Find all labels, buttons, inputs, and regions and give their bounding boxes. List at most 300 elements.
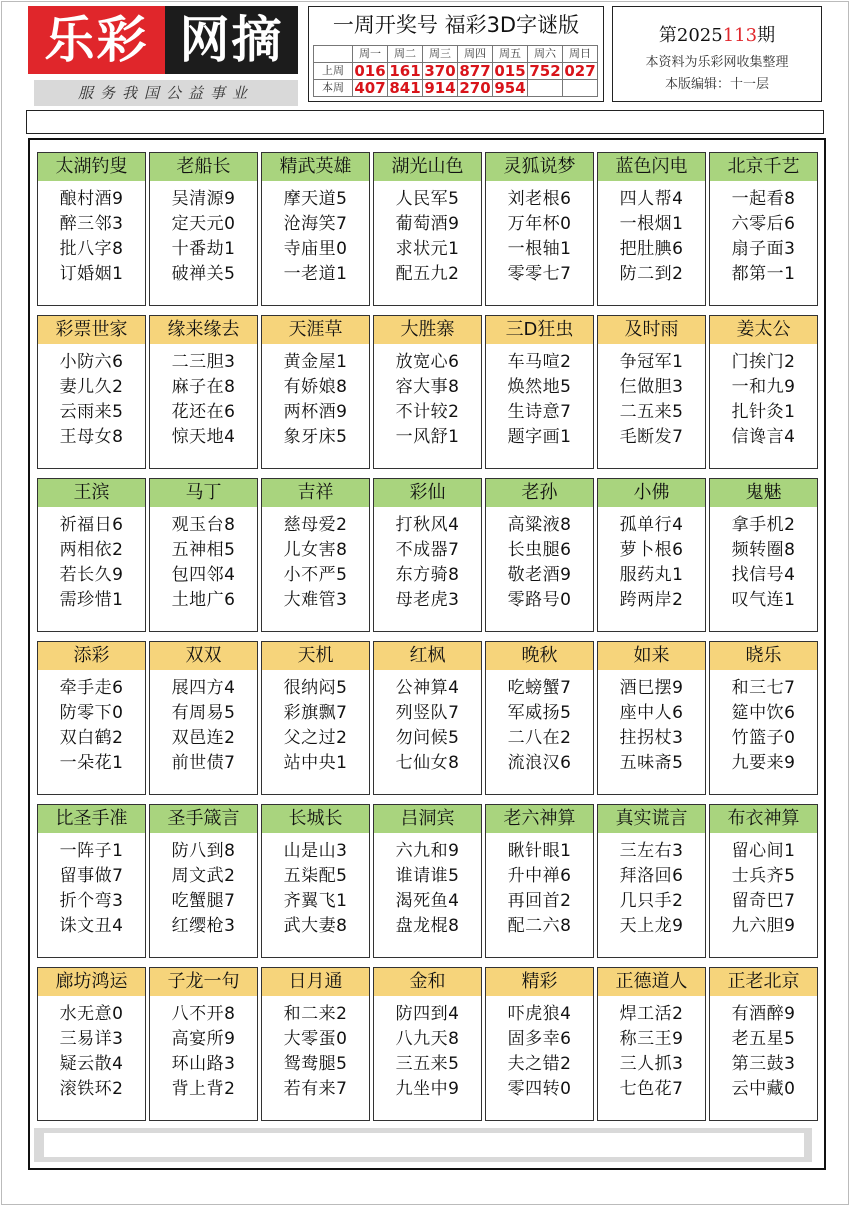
riddle-line: 吃螃蟹7 <box>507 678 572 698</box>
riddle-line: 配二六8 <box>507 916 572 936</box>
riddle-card-body <box>374 513 481 613</box>
riddle-line: 诛文丑4 <box>59 916 124 936</box>
riddle-line: 孤单行4 <box>619 515 684 535</box>
riddle-line: 一和九9 <box>731 377 796 397</box>
riddle-card <box>597 152 706 306</box>
riddle-line: 零路号0 <box>507 590 572 610</box>
riddle-line: 求状元1 <box>395 239 460 259</box>
riddle-line: 留奇巴7 <box>731 891 796 911</box>
riddle-line: 东方骑8 <box>395 565 460 585</box>
riddle-line: 折个弯3 <box>59 891 124 911</box>
riddle-card-body <box>598 513 705 613</box>
riddle-line: 山是山3 <box>283 841 348 861</box>
riddle-line: 水无意0 <box>59 1004 124 1024</box>
riddle-line: 防四到4 <box>395 1004 460 1024</box>
riddle-card-title: 小佛 <box>598 479 705 507</box>
riddle-card-title: 鬼魅 <box>710 479 817 507</box>
draw-number: 877 <box>459 62 491 80</box>
issue-value: 113 <box>722 25 758 46</box>
riddle-card-title: 王滨 <box>38 479 145 507</box>
issue-number <box>613 21 821 47</box>
riddle-line: 滚铁环2 <box>59 1079 124 1099</box>
weekly-results <box>308 6 604 102</box>
draw-number: 016 <box>354 62 386 80</box>
riddle-card-body <box>38 187 145 287</box>
riddle-line: 三五来5 <box>395 1054 460 1074</box>
riddle-line: 瞅针眼1 <box>507 841 572 861</box>
riddle-card <box>597 315 706 469</box>
riddle-card-body <box>486 187 593 287</box>
riddle-card-body <box>598 187 705 287</box>
riddle-line: 六九和9 <box>395 841 460 861</box>
riddle-card <box>261 315 370 469</box>
riddle-line: 黄金屋1 <box>283 352 348 372</box>
riddle-line: 拜洛回6 <box>619 866 684 886</box>
riddle-line: 吃蟹腿7 <box>171 891 236 911</box>
riddle-line: 大难管3 <box>283 590 348 610</box>
riddle-line: 二八在2 <box>507 728 572 748</box>
logo-part1: 乐彩 <box>28 6 165 74</box>
riddle-line: 刘老根6 <box>507 189 572 209</box>
riddle-card-title: 老孙 <box>486 479 593 507</box>
riddle-line: 门挨门2 <box>731 352 796 372</box>
riddle-line: 一根轴1 <box>507 239 572 259</box>
riddle-card-title: 天涯草 <box>262 316 369 344</box>
draw-number <box>528 80 563 97</box>
riddle-line: 彩旗飘7 <box>283 703 348 723</box>
riddle-line: 毛断发7 <box>619 427 684 447</box>
riddle-line: 若有来7 <box>283 1079 348 1099</box>
riddle-line: 二五来5 <box>619 402 684 422</box>
riddle-card-title: 彩仙 <box>374 479 481 507</box>
riddle-card-title: 湖光山色 <box>374 153 481 181</box>
riddle-card-title: 吕洞宾 <box>374 805 481 833</box>
riddle-card-body <box>262 513 369 613</box>
riddle-card-body <box>486 1002 593 1102</box>
riddle-card-title: 晓乐 <box>710 642 817 670</box>
riddle-line: 筵中饮6 <box>731 703 796 723</box>
riddle-card-body <box>374 1002 481 1102</box>
riddle-card <box>597 641 706 795</box>
riddle-card <box>709 967 818 1121</box>
riddle-line: 批八字8 <box>59 239 124 259</box>
riddle-line: 老五星5 <box>731 1029 796 1049</box>
riddle-card-title: 红枫 <box>374 642 481 670</box>
riddle-card-body <box>374 676 481 776</box>
riddle-line: 一根烟1 <box>619 214 684 234</box>
riddle-line: 订婚姻1 <box>59 264 124 284</box>
riddle-card-title: 布衣神算 <box>710 805 817 833</box>
riddle-line: 焊工活2 <box>619 1004 684 1024</box>
riddle-line: 寺庙里0 <box>283 239 348 259</box>
riddle-line: 疑云散4 <box>59 1054 124 1074</box>
riddle-line: 三人抓3 <box>619 1054 684 1074</box>
riddle-card <box>709 315 818 469</box>
riddle-card <box>485 315 594 469</box>
riddle-line: 两杯酒9 <box>283 402 348 422</box>
riddle-card <box>485 641 594 795</box>
day-header: 周四 <box>458 46 493 63</box>
riddle-line: 八不开8 <box>171 1004 236 1024</box>
riddle-line: 妻儿久2 <box>59 377 124 397</box>
riddle-line: 父之过2 <box>283 728 348 748</box>
riddle-card <box>485 804 594 958</box>
riddle-line: 一阵子1 <box>59 841 124 861</box>
riddle-card-body <box>486 513 593 613</box>
riddle-card-title: 姜太公 <box>710 316 817 344</box>
riddle-line: 打秋风4 <box>395 515 460 535</box>
riddle-card <box>37 478 146 632</box>
riddle-line: 展四方4 <box>171 678 236 698</box>
riddle-line: 高粱液8 <box>507 515 572 535</box>
riddle-line: 小不严5 <box>283 565 348 585</box>
riddle-line: 渴死鱼4 <box>395 891 460 911</box>
riddle-card-body <box>486 676 593 776</box>
riddle-card-body <box>150 1002 257 1102</box>
riddle-card-body <box>710 839 817 939</box>
riddle-line: 生诗意7 <box>507 402 572 422</box>
riddle-line: 把肚腆6 <box>619 239 684 259</box>
riddle-card <box>709 641 818 795</box>
riddle-line: 万年杯0 <box>507 214 572 234</box>
riddle-line: 军威扬5 <box>507 703 572 723</box>
riddle-card <box>261 152 370 306</box>
riddle-line: 云雨来5 <box>59 402 124 422</box>
day-header: 周三 <box>423 46 458 63</box>
draw-number: 954 <box>494 79 526 97</box>
riddle-card <box>261 967 370 1121</box>
riddle-card-body <box>598 1002 705 1102</box>
riddle-card-body <box>150 676 257 776</box>
riddle-line: 萝卜根6 <box>619 540 684 560</box>
day-header: 周二 <box>388 46 423 63</box>
riddle-card <box>149 641 258 795</box>
riddle-line: 防零下0 <box>59 703 124 723</box>
riddle-line: 频转圈8 <box>731 540 796 560</box>
riddle-line: 牵手走6 <box>59 678 124 698</box>
riddle-line: 慈母爱2 <box>283 515 348 535</box>
riddle-card-body <box>38 676 145 776</box>
riddle-card <box>149 478 258 632</box>
riddle-line: 士兵齐5 <box>731 866 796 886</box>
riddle-line: 包四邻4 <box>171 565 236 585</box>
riddle-card-title: 圣手箴言 <box>150 805 257 833</box>
riddle-line: 跨两岸2 <box>619 590 684 610</box>
issue-source: 本资料为乐彩网收集整理 <box>645 55 789 70</box>
riddle-line: 留事做7 <box>59 866 124 886</box>
day-header: 周六 <box>528 46 563 63</box>
riddle-card-body <box>710 1002 817 1102</box>
riddle-card-body <box>150 839 257 939</box>
riddle-line: 沧海笑7 <box>283 214 348 234</box>
draw-number: 161 <box>389 62 421 80</box>
riddle-line: 防二到2 <box>619 264 684 284</box>
riddle-card-body <box>262 676 369 776</box>
riddle-card-title: 金和 <box>374 968 481 996</box>
riddle-card <box>597 967 706 1121</box>
riddle-line: 信谗言4 <box>731 427 796 447</box>
riddle-line: 座中人6 <box>619 703 684 723</box>
riddle-line: 九六胆9 <box>731 916 796 936</box>
riddle-line: 酒巳摆9 <box>619 678 684 698</box>
riddle-line: 环山路3 <box>171 1054 236 1074</box>
issue-suffix: 期 <box>757 25 776 46</box>
riddle-card-title: 三D狂虫 <box>486 316 593 344</box>
riddle-card-body <box>710 513 817 613</box>
riddle-line: 六零后6 <box>731 214 796 234</box>
riddle-card-body <box>38 839 145 939</box>
footer-inner <box>44 1133 804 1157</box>
draw-number: 270 <box>459 79 491 97</box>
riddle-card-title: 蓝色闪电 <box>598 153 705 181</box>
riddle-line: 第三鼓3 <box>731 1054 796 1074</box>
riddle-line: 再回首2 <box>507 891 572 911</box>
riddle-card-title: 精武英雄 <box>262 153 369 181</box>
riddle-card <box>149 315 258 469</box>
riddle-card <box>261 478 370 632</box>
riddle-line: 谁请谁5 <box>395 866 460 886</box>
riddle-card <box>37 152 146 306</box>
riddle-line: 盘龙棍8 <box>395 916 460 936</box>
riddle-line: 固多幸6 <box>507 1029 572 1049</box>
riddle-card-body <box>150 350 257 450</box>
riddle-line: 祈福日6 <box>59 515 124 535</box>
riddle-card <box>373 152 482 306</box>
riddle-line: 双白鹤2 <box>59 728 124 748</box>
riddle-card-body <box>374 839 481 939</box>
results-corner <box>314 46 353 63</box>
riddle-line: 惊天地4 <box>171 427 236 447</box>
logo <box>28 6 298 104</box>
riddle-line: 零四转0 <box>507 1079 572 1099</box>
riddle-line: 七色花7 <box>619 1079 684 1099</box>
riddle-card-body <box>486 350 593 450</box>
riddle-line: 破禅关5 <box>171 264 236 284</box>
banner-strip <box>26 110 824 134</box>
riddle-line: 儿女害8 <box>283 540 348 560</box>
riddle-line: 若长久9 <box>59 565 124 585</box>
riddle-card-body <box>374 350 481 450</box>
riddle-line: 母老虎3 <box>395 590 460 610</box>
riddle-line: 车马喧2 <box>507 352 572 372</box>
riddle-line: 天上龙9 <box>619 916 684 936</box>
riddle-line: 大零蛋0 <box>283 1029 348 1049</box>
riddle-card <box>597 478 706 632</box>
draw-number: 752 <box>529 62 561 80</box>
riddle-line: 云中藏0 <box>731 1079 796 1099</box>
riddle-card-title: 比圣手准 <box>38 805 145 833</box>
riddle-card-body <box>598 350 705 450</box>
riddle-line: 不计较2 <box>395 402 460 422</box>
logo-slogan: 服务我国公益事业 <box>34 80 298 106</box>
draw-number: 407 <box>354 79 386 97</box>
riddle-card <box>597 804 706 958</box>
riddle-line: 题字画1 <box>507 427 572 447</box>
riddle-line: 象牙床5 <box>283 427 348 447</box>
riddle-line: 防八到8 <box>171 841 236 861</box>
issue-editor: 本版编辑：十一层 <box>664 77 769 92</box>
riddle-line: 扎针灸1 <box>731 402 796 422</box>
results-title: 一周开奖号 福彩3D字谜版 <box>332 13 580 37</box>
riddle-card <box>37 804 146 958</box>
riddle-line: 都第一1 <box>731 264 796 284</box>
riddle-line: 两相依2 <box>59 540 124 560</box>
riddle-card-title: 子龙一句 <box>150 968 257 996</box>
riddle-line: 站中央1 <box>283 753 348 773</box>
riddle-line: 几只手2 <box>619 891 684 911</box>
riddle-card-title: 长城长 <box>262 805 369 833</box>
riddle-card-title: 添彩 <box>38 642 145 670</box>
day-header: 周日 <box>563 46 598 63</box>
riddle-line: 定天元0 <box>171 214 236 234</box>
riddle-line: 武大妻8 <box>283 916 348 936</box>
riddle-line: 五神相5 <box>171 540 236 560</box>
riddle-line: 拄拐杖3 <box>619 728 684 748</box>
riddle-card-title: 精彩 <box>486 968 593 996</box>
riddle-card-title: 晚秋 <box>486 642 593 670</box>
riddle-line: 容大事8 <box>395 377 460 397</box>
riddle-line: 有周易5 <box>171 703 236 723</box>
riddle-line: 竹篮子0 <box>731 728 796 748</box>
riddle-line: 焕然地5 <box>507 377 572 397</box>
riddle-line: 九坐中9 <box>395 1079 460 1099</box>
riddle-card-title: 如来 <box>598 642 705 670</box>
riddle-line: 鸳鸯腿5 <box>283 1054 348 1074</box>
riddle-line: 花还在6 <box>171 402 236 422</box>
riddle-card-body <box>38 513 145 613</box>
riddle-card-body <box>38 1002 145 1102</box>
riddle-card-body <box>486 839 593 939</box>
riddle-line: 留心间1 <box>731 841 796 861</box>
riddle-card-body <box>38 350 145 450</box>
riddle-card-title: 双双 <box>150 642 257 670</box>
riddle-card-title: 北京千艺 <box>710 153 817 181</box>
riddle-card-title: 彩票世家 <box>38 316 145 344</box>
draw-number <box>563 80 598 97</box>
riddle-line: 一朵花1 <box>59 753 124 773</box>
riddle-line: 一起看8 <box>731 189 796 209</box>
riddle-line: 找信号4 <box>731 565 796 585</box>
riddle-line: 五味斋5 <box>619 753 684 773</box>
riddle-line: 麻子在8 <box>171 377 236 397</box>
draw-number: 015 <box>494 62 526 80</box>
riddle-line: 人民军5 <box>395 189 460 209</box>
riddle-line: 夫之错2 <box>507 1054 572 1074</box>
riddle-line: 摩天道5 <box>283 189 348 209</box>
riddle-card-title: 老船长 <box>150 153 257 181</box>
riddle-card <box>149 152 258 306</box>
riddle-card-title: 缘来缘去 <box>150 316 257 344</box>
riddle-card <box>485 478 594 632</box>
riddle-line: 叹气连1 <box>731 590 796 610</box>
riddle-card-body <box>262 187 369 287</box>
riddle-line: 列竖队7 <box>395 703 460 723</box>
riddle-card-body <box>262 1002 369 1102</box>
issue-info <box>612 6 822 102</box>
riddle-line: 配五九2 <box>395 264 460 284</box>
riddle-line: 吴清源9 <box>171 189 236 209</box>
riddle-line: 一老道1 <box>283 264 348 284</box>
riddle-line: 仨做胆3 <box>619 377 684 397</box>
riddle-line: 升中禅6 <box>507 866 572 886</box>
riddle-line: 和二来2 <box>283 1004 348 1024</box>
riddle-line: 周文武2 <box>171 866 236 886</box>
day-header: 周一 <box>353 46 388 63</box>
riddle-card <box>485 152 594 306</box>
riddle-card <box>261 641 370 795</box>
riddle-line: 八九天8 <box>395 1029 460 1049</box>
riddle-line: 称三王9 <box>619 1029 684 1049</box>
riddle-card-title: 天机 <box>262 642 369 670</box>
riddle-line: 不成器7 <box>395 540 460 560</box>
draw-number: 914 <box>424 79 456 97</box>
riddle-card <box>149 967 258 1121</box>
logo-part2: 网摘 <box>165 6 298 74</box>
riddle-line: 需珍惜1 <box>59 590 124 610</box>
riddle-line: 红缨枪3 <box>171 916 236 936</box>
riddle-line: 公神算4 <box>395 678 460 698</box>
riddle-card <box>373 804 482 958</box>
riddle-card-body <box>150 513 257 613</box>
riddle-line: 有酒醉9 <box>731 1004 796 1024</box>
results-table <box>313 45 598 97</box>
riddle-card-body <box>598 839 705 939</box>
riddle-line: 小防六6 <box>59 352 124 372</box>
riddle-card <box>709 152 818 306</box>
riddle-card-body <box>374 187 481 287</box>
riddle-line: 双邑连2 <box>171 728 236 748</box>
riddle-line: 前世债7 <box>171 753 236 773</box>
riddle-line: 酿村酒9 <box>59 189 124 209</box>
riddle-card-body <box>262 839 369 939</box>
riddle-card-body <box>710 350 817 450</box>
riddle-line: 流浪汉6 <box>507 753 572 773</box>
riddle-card <box>37 315 146 469</box>
riddle-line: 四人帮4 <box>619 189 684 209</box>
riddle-card-title: 日月通 <box>262 968 369 996</box>
riddle-line: 十番劫1 <box>171 239 236 259</box>
riddle-card <box>261 804 370 958</box>
riddle-line: 王母女8 <box>59 427 124 447</box>
riddle-card-title: 及时雨 <box>598 316 705 344</box>
row-label-last-week: 上周 <box>314 63 353 80</box>
riddle-line: 三易详3 <box>59 1029 124 1049</box>
riddle-card-body <box>598 676 705 776</box>
riddle-line: 齐翼飞1 <box>283 891 348 911</box>
riddle-line: 三左右3 <box>619 841 684 861</box>
riddle-line: 一风舒1 <box>395 427 460 447</box>
riddle-card-title: 真实谎言 <box>598 805 705 833</box>
riddle-card-title: 正德道人 <box>598 968 705 996</box>
riddle-line: 争冠军1 <box>619 352 684 372</box>
riddle-card-body <box>262 350 369 450</box>
riddle-card <box>37 967 146 1121</box>
riddle-line: 零零七7 <box>507 264 572 284</box>
riddle-line: 和三七7 <box>731 678 796 698</box>
riddle-card-title: 吉祥 <box>262 479 369 507</box>
issue-prefix: 第2025 <box>658 25 723 46</box>
riddle-card-title: 大胜寨 <box>374 316 481 344</box>
riddle-line: 服药丸1 <box>619 565 684 585</box>
riddle-card <box>373 641 482 795</box>
riddle-line: 土地广6 <box>171 590 236 610</box>
riddle-card-title: 马丁 <box>150 479 257 507</box>
riddle-card-title: 廊坊鸿运 <box>38 968 145 996</box>
row-label-this-week: 本周 <box>314 80 353 97</box>
riddle-card <box>709 478 818 632</box>
riddle-card-body <box>150 187 257 287</box>
riddle-card <box>149 804 258 958</box>
